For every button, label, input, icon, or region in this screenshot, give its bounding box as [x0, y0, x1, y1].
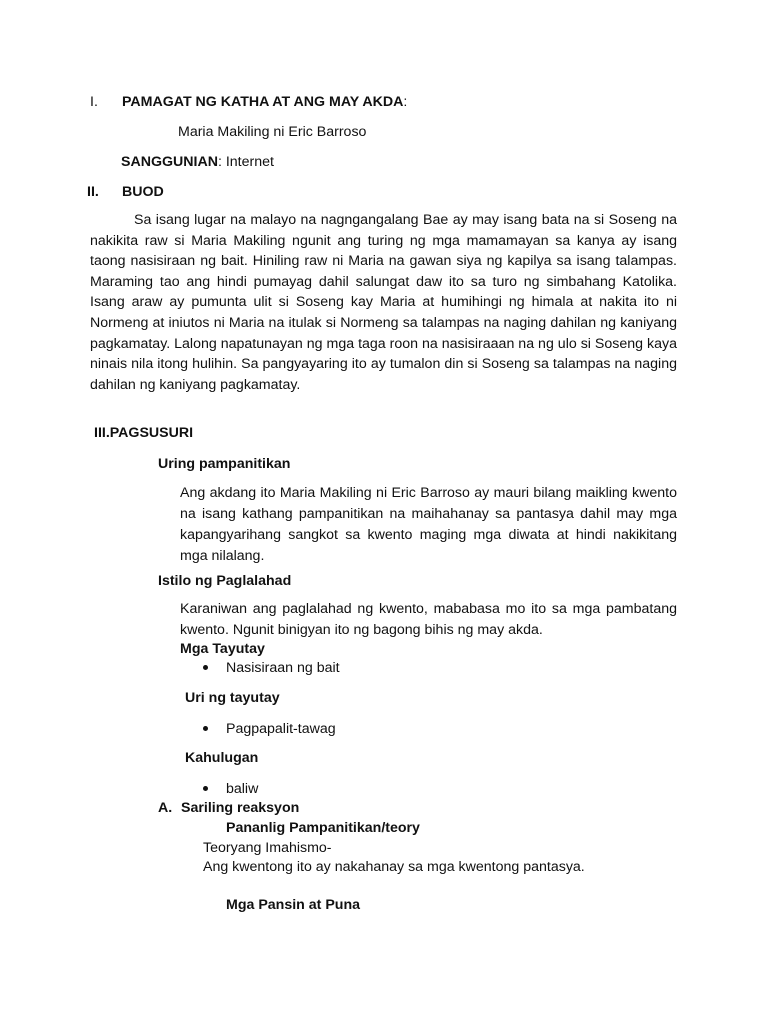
teorya-text-line: Ang kwentong ito ay nakahanay sa mga kwentong pantasya. [203, 859, 585, 875]
section-3-heading: III.PAGSUSURI [94, 425, 194, 441]
kahulugan-bullet-icon [203, 786, 208, 791]
pansin-heading: Mga Pansin at Puna [226, 897, 361, 913]
tayutay-item: Nasisiraan ng bait [226, 660, 340, 676]
kahulugan-heading: Kahulugan [185, 750, 259, 766]
source-separator: : [217, 154, 226, 170]
source-label: SANGGUNIAN [121, 154, 218, 170]
tayutay-heading: Mga Tayutay [180, 641, 265, 657]
section-2-heading: BUOD [122, 184, 164, 200]
source-value: Internet [225, 154, 274, 170]
section-2-numeral: II. [87, 184, 99, 200]
istilo-paragraph: Karaniwan ang paglalahad ng kwento, mababasa mo ito sa mga pambatang kwento. Ngunit binigyan ito ng bagong bihis ng may akda. [180, 601, 677, 638]
section-1-heading [122, 93, 407, 111]
uring-heading: Uring pampanitikan [158, 456, 291, 472]
pananlig-heading: Pananlig Pampanitikan/teory [226, 820, 420, 836]
title-author-line: Maria Makiling ni Eric Barroso [178, 124, 367, 140]
uri-item: Pagpapalit-tawag [226, 721, 336, 737]
section-a-heading: Sariling reaksyon [181, 800, 300, 816]
section-1-numeral: I. [90, 94, 98, 110]
tayutay-bullet-icon [203, 665, 208, 670]
source-line [121, 153, 274, 171]
uri-bullet-icon [203, 726, 208, 731]
section-a-letter: A. [158, 800, 173, 816]
uring-paragraph: Ang akdang ito Maria Makiling ni Eric Barroso ay mauri bilang maikling kwento na isang kathang pampanitikan na maihahanay sa pantasya dahil may mga kapangyarihang sangkot sa kwento maging mga diwata at hindi nakikitang mga nilalang. [180, 485, 677, 564]
kahulugan-item: baliw [226, 781, 259, 797]
teorya-line: Teoryang Imahismo- [203, 840, 332, 856]
summary-paragraph: Sa isang lugar na malayo na nagngangalang Bae ay may isang bata na si Soseng na nakikita raw si Maria Makiling ngunit ang turing ng mga mamamayan sa kanya ay isang taong nasisiraan ng bait. Hiniling raw ni Maria na gawan siya ng kapilya sa isang talampas. Maraming tao ang hindi pumayag dahil salungat daw ito sa turo ng simbahang Katolika. Isang araw ay pumunta ulit si Soseng kay Maria at humihingi ng himala at nakita ito ni Normeng at iniutos ni Maria na itulak si Normeng sa talampas na naging dahilan ng kaniyang pagkamatay. Lalong napatunayan ng mga taga roon na nasisiraaan na ng ulo si Soseng kaya ninais nila itong hulihin. Sa pangyayaring ito ay tumalon din si Soseng sa talampas na naging dahilan ng kaniyang pagkamatay. [90, 212, 677, 393]
istilo-heading: Istilo ng Paglalahad [158, 573, 292, 589]
section-1-heading-text: PAMAGAT NG KATHA AT ANG MAY AKDA [122, 94, 404, 110]
uri-heading: Uri ng tayutay [185, 690, 280, 706]
section-1-heading-colon: : [403, 94, 408, 110]
